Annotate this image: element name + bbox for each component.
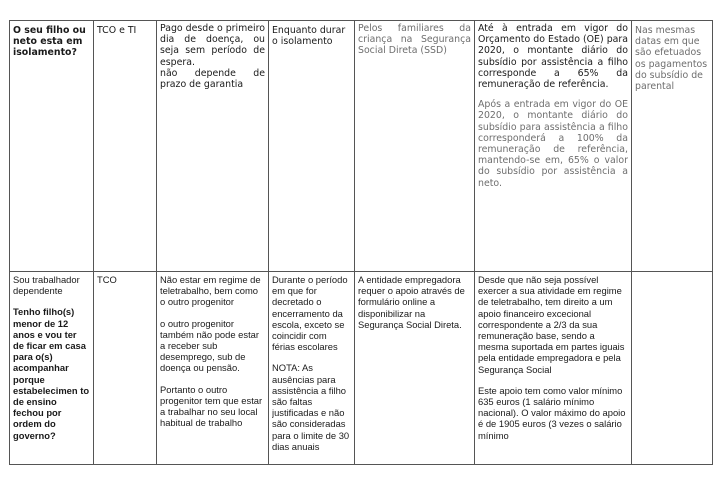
conditions-cell [157, 272, 269, 465]
payment-cell [632, 272, 713, 465]
table-row [10, 272, 713, 465]
duration-text: Durante o período em que for decretado o encerramento da escola, exceto se coincidir com férias escolares [272, 274, 348, 353]
question-cell [10, 272, 94, 465]
who-cell: TCO e TI [94, 21, 157, 272]
amount-text: Desde que não seja possível exercer a sua atividade em regime de teletrabalho, tem direito a um apoio financeiro excecional correspondente a 2/3 da sua remuneração base, sendo a mesma suportada em partes iguais pela entidade empregadora e pela Segurança Social [478, 274, 625, 375]
duration-cell: Enquanto durar o isolamento [269, 21, 355, 272]
request-cell: A entidade empregadora requer o apoio através de formulário online a disponibilizar na Segurança Social Direta. [355, 272, 475, 465]
amount-cell [475, 21, 632, 272]
amount-cell [475, 272, 632, 465]
amount-text: Após a entrada em vigor do OE 2020, o montante diário do subsídio para assistência a filho corresponderá a 100% da remuneração de referência, mantendo-se em, 65% o valor do subsídio por assistência a neto. [478, 99, 628, 189]
question-cell: O seu filho ou neto esta em isolamento? [10, 21, 94, 272]
question-intro: Sou trabalhador dependente [13, 274, 80, 297]
support-table [9, 20, 713, 465]
condition-text: o outro progenitor também não pode estar a receber sub desemprego, sub de doença ou pensão. [160, 317, 260, 374]
condition-text: Pago desde o primeiro dia de doença, ou seja sem período de espera. [160, 23, 265, 68]
condition-text: Não estar em regime de teletrabalho, bem como o outro progenitor [160, 274, 261, 308]
amount-text: Este apoio tem como valor mínimo 635 euros (1 salário mínimo nacional). O valor máximo do apoio é de 1905 euros (3 vezes o salário mínimo [478, 384, 626, 441]
payment-cell: Nas mesmas datas em que são efetuados os pagamentos do subsídio de parental [632, 21, 713, 272]
duration-cell [269, 272, 355, 465]
who-cell: TCO [94, 272, 157, 465]
conditions-cell [157, 21, 269, 272]
duration-note: NOTA: As ausências para assistência a filho são faltas justificadas e não são consideradas para o limite de 30 dias anuais [272, 362, 350, 452]
request-cell: Pelos familiares da criança na Segurança Social Direta (SSD) [355, 21, 475, 272]
condition-text: não depende de prazo de garantia [160, 67, 265, 91]
condition-text: Portanto o outro progenitor tem que estar a trabalhar no seu local habitual de trabalho [160, 383, 263, 429]
table-row [10, 21, 713, 272]
question-text: Tenho filho(s) menor de 12 anos e vou ter de ficar em casa para o(s) acompanhar porque estabelecimen to de ensino fechou por ordem do governo? [13, 306, 90, 441]
amount-text: Até à entrada em vigor do Orçamento do Estado (OE) para 2020, o montante diário do subsídio por assistência a filho corresponde a 65% da remuneração de referência. [478, 23, 628, 91]
